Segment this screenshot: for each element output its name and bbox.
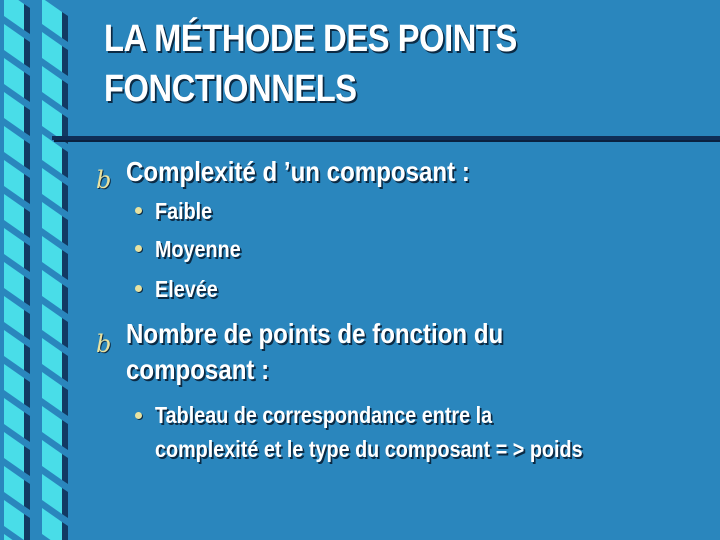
strip-shadow	[24, 106, 30, 136]
list-item-continuation: complexité et le type du composant = > poids	[155, 436, 583, 462]
strip-shadow	[62, 148, 68, 178]
strip-shadow	[62, 352, 68, 382]
strip-shadow	[62, 46, 68, 76]
sub-bullet-icon	[135, 412, 142, 419]
sub-bullet-icon	[135, 207, 142, 214]
title-line-1: LA MÉTHODE DES POINTS	[104, 18, 517, 60]
strip-shadow	[62, 182, 68, 212]
list-item: Moyenne	[155, 236, 241, 262]
strip-shadow	[24, 208, 30, 238]
strip-shadow	[62, 386, 68, 416]
sub-bullet-icon	[135, 245, 142, 252]
list-item: Elevée	[155, 276, 218, 302]
page-title	[104, 14, 620, 114]
bullet-icon: b	[96, 330, 112, 358]
strip-shadow	[24, 276, 30, 306]
list-item: Faible	[155, 198, 213, 224]
title-divider	[52, 136, 720, 140]
section-heading-function-points: Nombre de points de fonction du composant :	[126, 318, 504, 385]
sub-bullet-icon	[135, 285, 142, 292]
strip-shadow	[24, 514, 30, 540]
bullet-icon: b	[96, 166, 112, 194]
strip-shadow	[24, 242, 30, 272]
strip-shadow	[62, 12, 68, 42]
section-heading-complexity: Complexité d ’un composant :	[126, 156, 470, 187]
strip-shadow	[24, 174, 30, 204]
strip-shadow	[24, 480, 30, 510]
title-line-2: FONCTIONNELS	[104, 68, 357, 110]
strip-shadow	[24, 446, 30, 476]
strip-shadow	[62, 216, 68, 246]
strip-shadow	[24, 378, 30, 408]
strip-shadow	[62, 488, 68, 518]
strip-shadow	[62, 420, 68, 450]
strip-shadow	[62, 284, 68, 314]
strip-shadow	[62, 250, 68, 280]
strip-shadow	[24, 72, 30, 102]
strip-shadow	[24, 140, 30, 170]
strip-shadow	[62, 80, 68, 110]
strip-shadow	[24, 412, 30, 442]
strip-shadow	[62, 318, 68, 348]
strip-shadow	[24, 4, 30, 34]
strip-shadow	[24, 310, 30, 340]
strip-shadow	[24, 38, 30, 68]
strip-shadow	[24, 344, 30, 374]
strip-shadow	[62, 454, 68, 484]
list-item: Tableau de correspondance entre la	[155, 402, 493, 428]
decorative-strip	[0, 0, 80, 540]
